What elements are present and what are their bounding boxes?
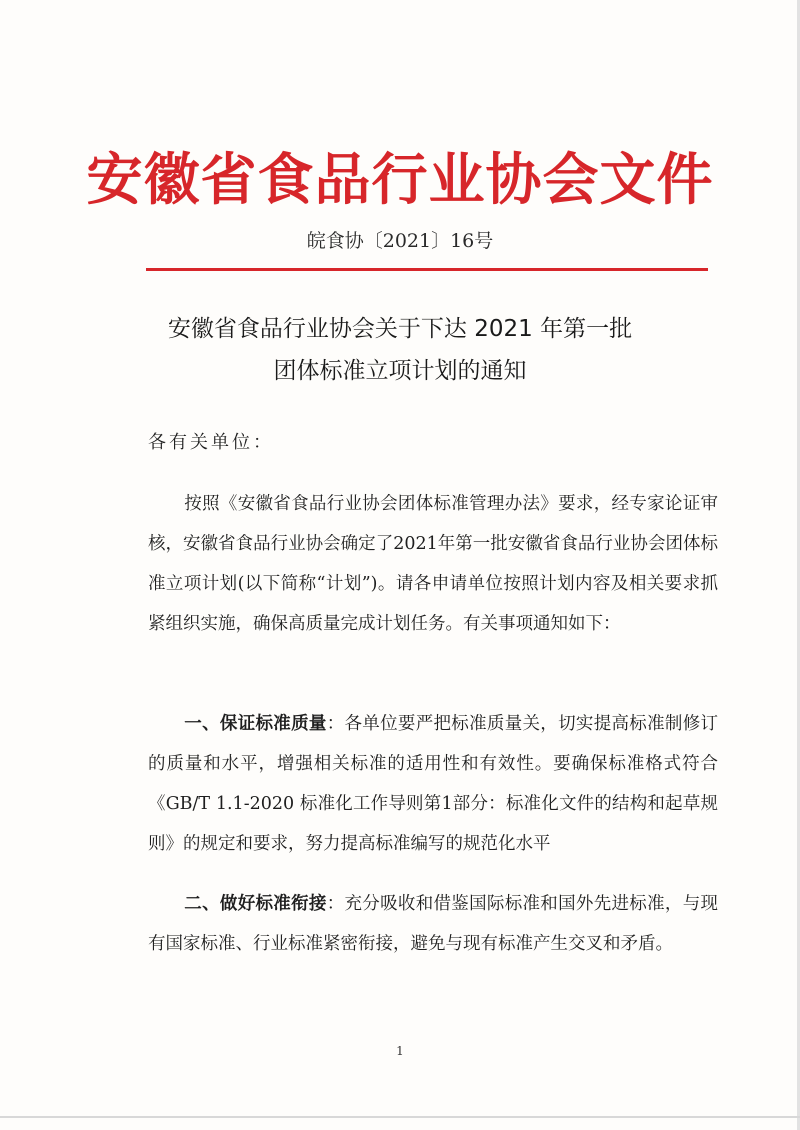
document-number: 皖食协〔2021〕16号 — [306, 230, 494, 252]
salutation: 各有关单位： — [148, 432, 274, 453]
intro-text: 按照《安徽省食品行业协会团体标准管理办法》要求，经专家论证审核，安徽省食品行业协会确定了2021年第一批安徽省食品行业协会团体标准立项计划(以下简称“计划”)。请各申请单位按照计划内容及相关要求抓紧组织实施，确保高质量完成计划任务。有关事项通知如下： — [148, 494, 718, 634]
item-1-heading: 一、保证标准质量 — [184, 714, 327, 734]
item-1-body: ：各单位要严把标准质量关，切实提高标准制修订的质量和水平，增强相关标准的适用性和有效性。要确保标准格式符合《GB/T 1.1-2020 标准化工作导则第1部分：标准化文件的结构和起草规则》的规定和要求，努力提高标准编写的规范化水平 — [148, 714, 719, 854]
item-2-heading: 二、做好标准衔接 — [184, 894, 327, 914]
red-divider-line — [146, 268, 708, 271]
notice-title-line-2: 团体标准立项计划的通知 — [273, 358, 527, 384]
item-2-body: ：充分吸收和借鉴国际标准和国外先进标准，与现有国家标准、行业标准紧密衔接，避免与现有标准产生交叉和矛盾。 — [148, 894, 719, 954]
page-number: 1 — [396, 1044, 404, 1058]
intro-paragraph — [148, 484, 718, 644]
item-2-paragraph — [148, 884, 718, 964]
item-1-paragraph — [148, 704, 718, 864]
masthead-title: 安徽省食品行业协会文件 — [86, 147, 714, 213]
page-edge-bottom — [0, 1116, 800, 1118]
notice-title-line-1: 安徽省食品行业协会关于下达 2021 年第一批 — [167, 316, 633, 342]
